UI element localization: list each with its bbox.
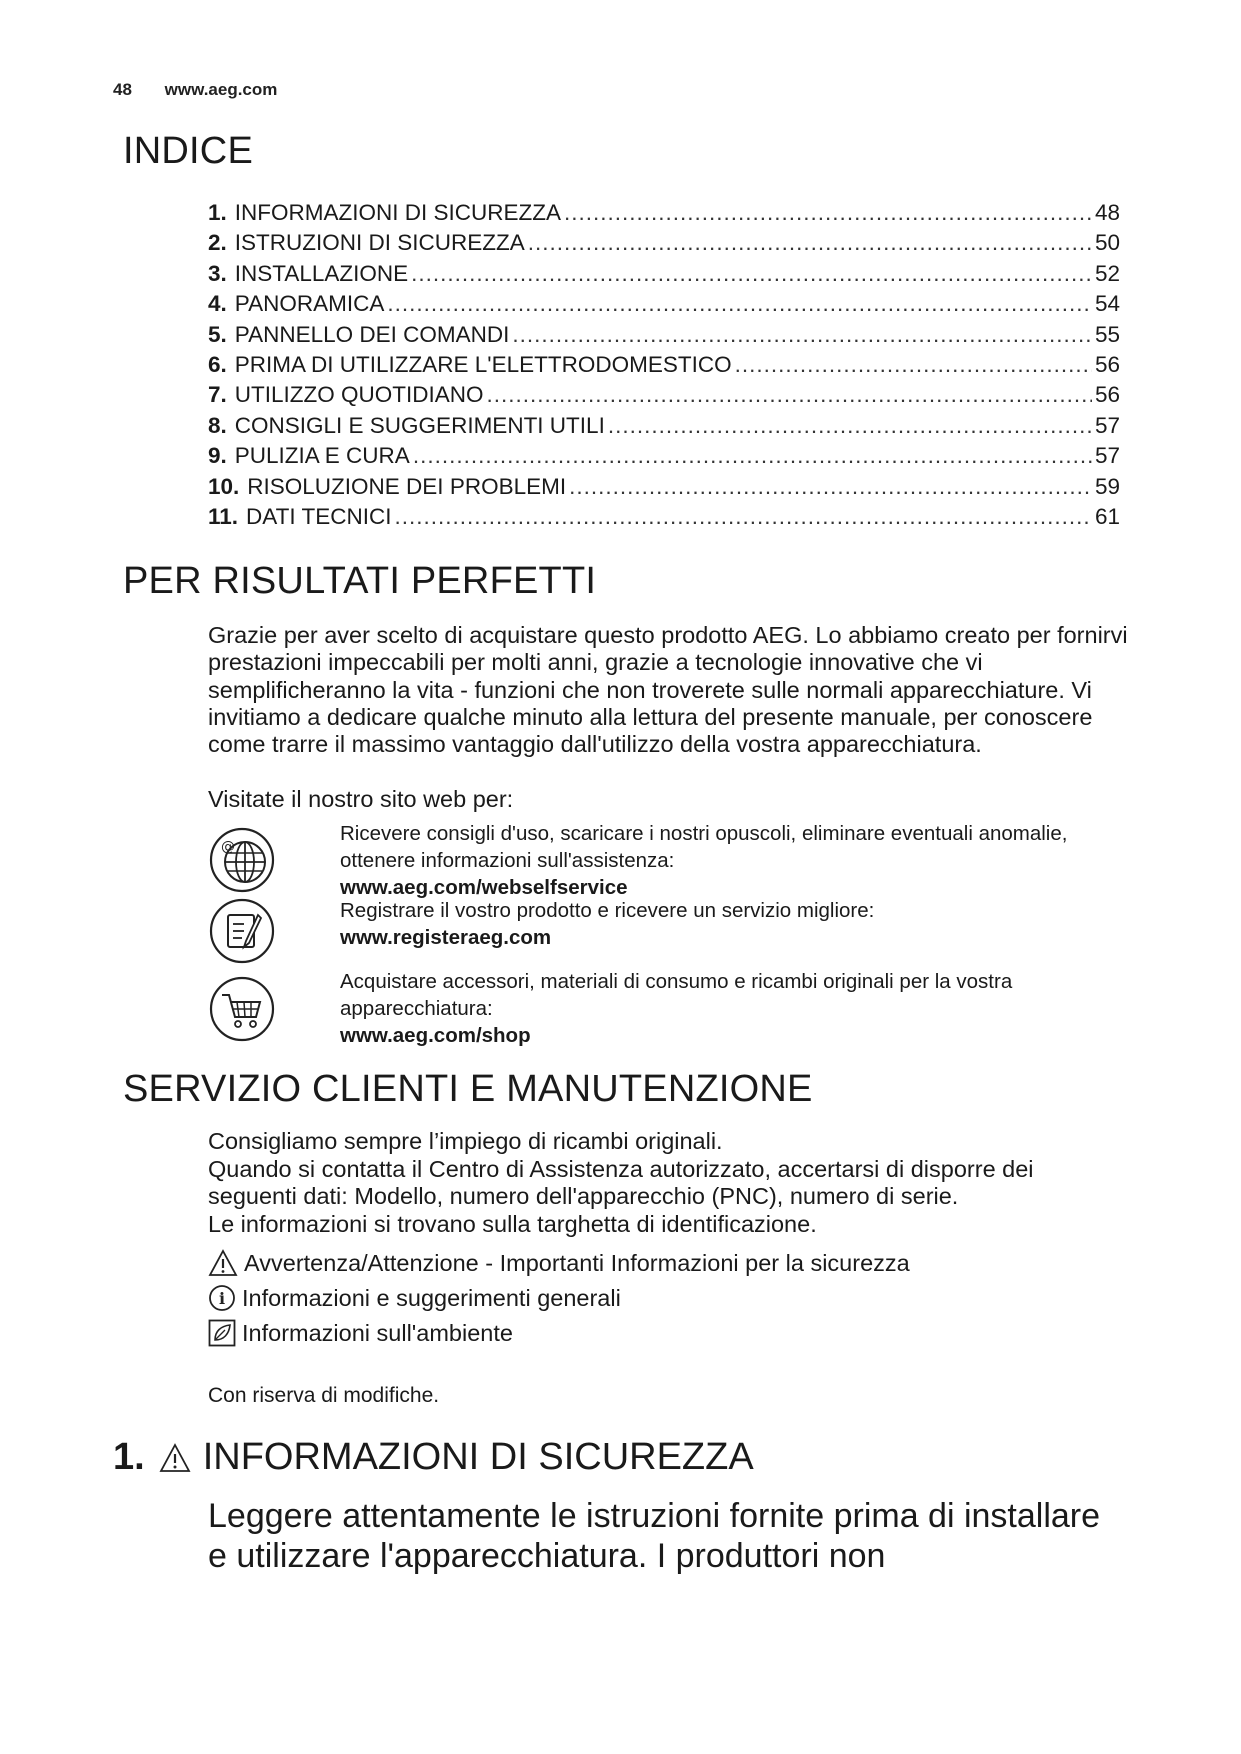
toc-item-number: 11. bbox=[208, 503, 239, 529]
toc-item[interactable] bbox=[208, 320, 1120, 350]
legend-text: Informazioni e suggerimenti generali bbox=[242, 1285, 621, 1311]
page-header bbox=[113, 80, 277, 100]
toc-item-page: 59 bbox=[1094, 473, 1120, 499]
table-of-contents bbox=[208, 198, 1120, 532]
warning-triangle-icon bbox=[159, 1443, 191, 1473]
toc-leader-dots bbox=[512, 320, 1092, 350]
toc-item[interactable] bbox=[208, 228, 1120, 258]
results-title: PER RISULTATI PERFETTI bbox=[123, 560, 597, 602]
svg-text:@: @ bbox=[221, 839, 235, 855]
toc-item-label: PRIMA DI UTILIZZARE L'ELETTRODOMESTICO bbox=[234, 351, 732, 377]
link-text bbox=[340, 968, 1140, 1049]
shopping-cart-icon bbox=[208, 975, 276, 1043]
toc-item-page: 56 bbox=[1094, 351, 1120, 377]
link-description: Registrare il vostro prodotto e ricevere un servizio migliore: bbox=[340, 899, 875, 922]
toc-item-page: 54 bbox=[1094, 291, 1120, 317]
toc-item-label: PULIZIA E CURA bbox=[234, 443, 410, 469]
toc-leader-dots bbox=[487, 380, 1092, 410]
link-url-register[interactable]: www.registeraeg.com bbox=[340, 926, 552, 949]
toc-item-page: 57 bbox=[1094, 443, 1120, 469]
toc-item-number: 9. bbox=[208, 443, 227, 469]
legend-warning bbox=[208, 1248, 910, 1278]
toc-leader-dots bbox=[411, 259, 1092, 289]
legend-text: Avvertenza/Attenzione - Importanti Informazioni per la sicurezza bbox=[244, 1250, 910, 1276]
toc-item[interactable] bbox=[208, 502, 1120, 532]
toc-item-label: DATI TECNICI bbox=[246, 503, 392, 529]
toc-item-number: 2. bbox=[208, 230, 227, 256]
toc-item-number: 1. bbox=[208, 200, 227, 225]
toc-item-label: CONSIGLI E SUGGERIMENTI UTILI bbox=[234, 412, 605, 438]
toc-item-label: PANORAMICA bbox=[234, 291, 385, 317]
toc-item[interactable] bbox=[208, 259, 1120, 289]
section-1-heading bbox=[113, 1436, 754, 1479]
toc-item-number: 8. bbox=[208, 412, 227, 438]
register-form-icon bbox=[208, 897, 276, 965]
link-description: Acquistare accessori, materiali di consumo e ricambi originali per la vostra apparecchiatura: bbox=[340, 970, 1013, 1020]
results-intro: Grazie per aver scelto di acquistare questo prodotto AEG. Lo abbiamo creato per fornirvi prestazioni impeccabili per molti anni, grazie a tecnologie innovative che vi semplificheranno la vita - funzioni che non troverete sulle normali apparecchiature. Vi invitiamo a dedicare qualche minuto alla lettura del presente manuale, per conoscere come trarre il massimo vantaggio dall'utilizzo della vostra apparecchiatura. bbox=[208, 622, 1128, 758]
legend-environment bbox=[208, 1318, 513, 1348]
toc-item-page: 56 bbox=[1094, 382, 1120, 408]
globe-at-icon bbox=[208, 826, 276, 894]
link-url-shop[interactable]: www.aeg.com/shop bbox=[340, 1024, 531, 1047]
toc-leader-dots bbox=[528, 228, 1092, 258]
change-note: Con riserva di modifiche. bbox=[208, 1384, 440, 1407]
section-title: INFORMAZIONI DI SICUREZZA bbox=[202, 1436, 754, 1478]
toc-item-number: 10. bbox=[208, 473, 240, 499]
toc-item-page: 55 bbox=[1094, 321, 1120, 347]
visit-text: Visitate il nostro sito web per: bbox=[208, 786, 514, 812]
toc-item-label: INSTALLAZIONE bbox=[234, 260, 409, 286]
service-title: SERVIZIO CLIENTI E MANUTENZIONE bbox=[123, 1068, 813, 1110]
warning-triangle-icon bbox=[208, 1249, 238, 1277]
environment-leaf-icon bbox=[208, 1319, 236, 1347]
page-number: 48 bbox=[113, 80, 132, 99]
toc-leader-dots bbox=[735, 350, 1092, 380]
toc-leader-dots bbox=[564, 198, 1092, 228]
toc-item[interactable] bbox=[208, 441, 1120, 471]
toc-item-label: INFORMAZIONI DI SICUREZZA bbox=[234, 200, 562, 225]
toc-item-label: ISTRUZIONI DI SICUREZZA bbox=[234, 230, 525, 256]
toc-item-label: UTILIZZO QUOTIDIANO bbox=[234, 382, 484, 408]
legend-info bbox=[208, 1283, 621, 1313]
toc-item-label: RISOLUZIONE DEI PROBLEMI bbox=[247, 473, 567, 499]
toc-item[interactable] bbox=[208, 472, 1120, 502]
service-para-2: Quando si contatta il Centro di Assistenza autorizzato, accertarsi di disporre dei seguenti dati: Modello, numero dell'apparecchio (PNC), numero di serie. bbox=[208, 1156, 1034, 1210]
toc-leader-dots bbox=[608, 411, 1092, 441]
toc-item-page: 50 bbox=[1094, 230, 1120, 256]
toc-item-page: 57 bbox=[1094, 412, 1120, 438]
service-para-1: Consigliamo sempre l’impiego di ricambi originali. bbox=[208, 1128, 723, 1154]
toc-item[interactable] bbox=[208, 350, 1120, 380]
toc-item[interactable] bbox=[208, 289, 1120, 319]
toc-title: INDICE bbox=[123, 130, 253, 172]
service-para-3: Le informazioni si trovano sulla targhetta di identificazione. bbox=[208, 1211, 817, 1237]
toc-item-number: 6. bbox=[208, 351, 227, 377]
link-description: Ricevere consigli d'uso, scaricare i nostri opuscoli, eliminare eventuali anomalie, ottenere informazioni sull'assistenza: bbox=[340, 822, 1068, 872]
toc-item-number: 5. bbox=[208, 321, 227, 347]
info-icon bbox=[208, 1284, 236, 1312]
link-url-webselfservice[interactable]: www.aeg.com/webselfservice bbox=[340, 876, 628, 899]
toc-item-number: 7. bbox=[208, 382, 227, 408]
toc-leader-dots bbox=[569, 472, 1092, 502]
section-1-lead: Leggere attentamente le istruzioni fornite prima di installare e utilizzare l'apparecchiatura. I produttori non bbox=[208, 1497, 1101, 1575]
site-url: www.aeg.com bbox=[164, 80, 278, 99]
link-text bbox=[340, 897, 1140, 951]
legend-text: Informazioni sull'ambiente bbox=[242, 1320, 513, 1346]
toc-leader-dots bbox=[413, 441, 1092, 471]
toc-item-number: 4. bbox=[208, 291, 227, 317]
toc-item-page: 48 bbox=[1094, 200, 1120, 225]
toc-item-label: PANNELLO DEI COMANDI bbox=[234, 321, 510, 347]
svg-text:i: i bbox=[218, 1289, 226, 1308]
toc-leader-dots bbox=[387, 289, 1092, 319]
toc-item-number: 3. bbox=[208, 260, 227, 286]
toc-item-page: 61 bbox=[1094, 503, 1120, 529]
toc-item[interactable] bbox=[208, 198, 1120, 228]
link-text bbox=[340, 820, 1140, 901]
section-number: 1. bbox=[113, 1436, 145, 1478]
toc-item-page: 52 bbox=[1094, 260, 1120, 286]
toc-item[interactable] bbox=[208, 380, 1120, 410]
toc-leader-dots bbox=[394, 502, 1091, 532]
toc-item[interactable] bbox=[208, 411, 1120, 441]
